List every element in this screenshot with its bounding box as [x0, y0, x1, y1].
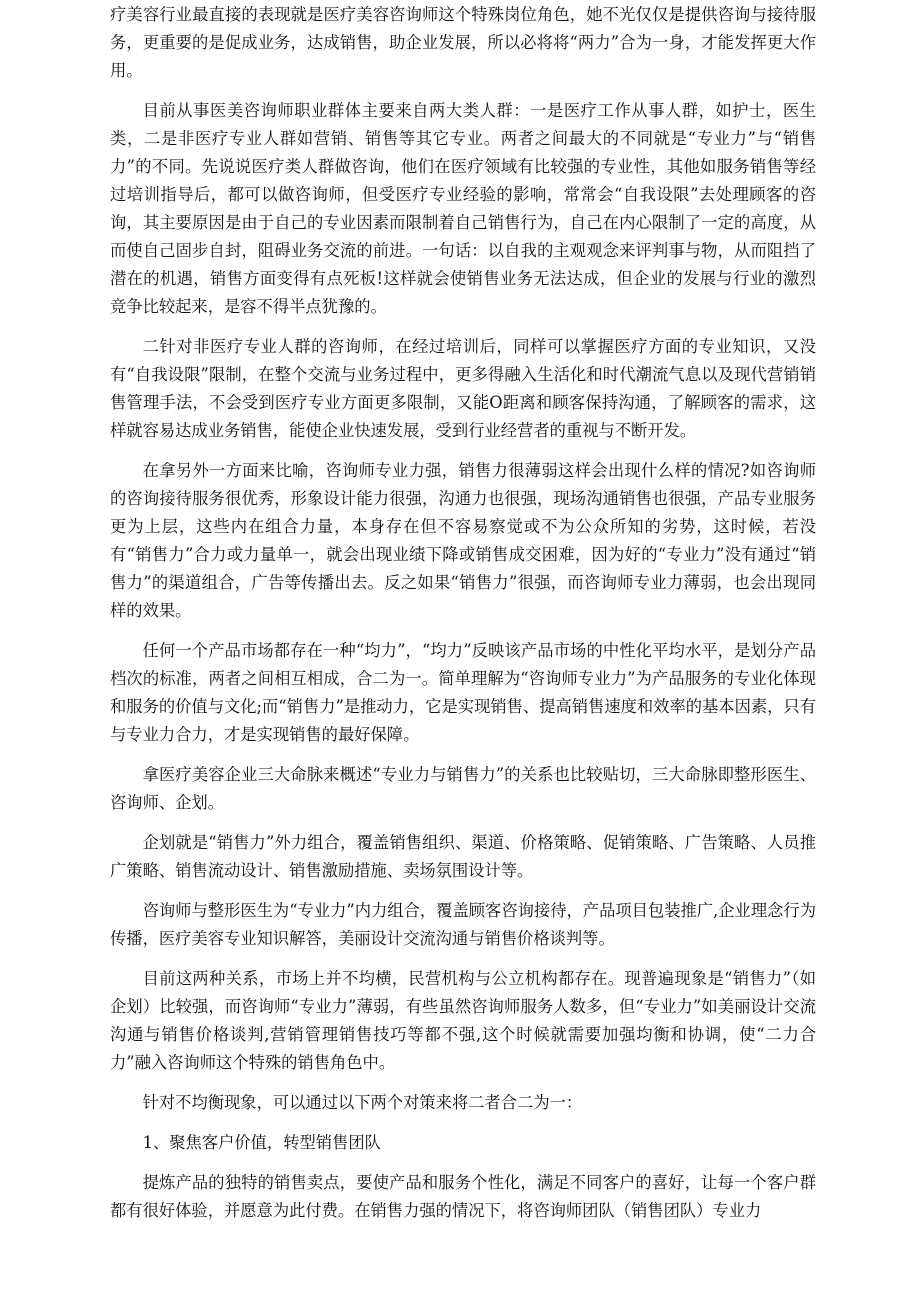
paragraph-two-groups: 目前从事医美咨询师职业群体主要来自两大类人群：一是医疗工作从事人群，如护士，医生类，二是非医疗专业人群如营销、销售等其它专业。两者之间最大的不同就是“专业力”与“销售力”的不同。先说说医疗类人群做咨询，他们在医疗领域有比较强的专业性，其他如服务销售等经过培训指导后，都可以做咨询师，但受医疗专业经验的影响，常常会“自我设限”去处理顾客的咨询，其主要原因是由于自己的专业因素而限制着自己销售行为，自己在内心限制了一定的高度，从而使自己固步自封，阻碍业务交流的前进。一句话：以自我的主观观念来评判事与物，从而阻挡了潜在的机遇，销售方面变得有点死板!这样就会使销售业务无法达成，但企业的发展与行业的激烈竞争比较起来，是容不得半点犹豫的。 [110, 101, 816, 316]
paragraph-three-lifelines: 拿医疗美容企业三大命脉来概述“专业力与销售力”的关系也比较贴切，三大命脉即整形医生、咨询师、企划。 [110, 765, 816, 812]
paragraph-selling-points: 提炼产品的独特的销售卖点，要使产品和服务个性化，满足不同客户的喜好，让每一个客户群都有很好体验，并愿意为此付费。在销售力强的情况下，将咨询师团队（销售团队）专业力 [110, 1173, 816, 1220]
paragraph-consultant-doctor: 咨询师与整形医生为“专业力”内力组合，覆盖顾客咨询接待，产品项目包装推广,企业理念行为传播，医疗美容专业知识解答，美丽设计交流沟通与销售价格谈判等。 [110, 901, 816, 948]
paragraph-planning: 企划就是“销售力”外力组合，覆盖销售组织、渠道、价格策略、促销策略、广告策略、人员推广策略、销售流动设计、销售激励措施、卖场氛围设计等。 [110, 833, 816, 880]
paragraph-countermeasures-intro: 针对不均衡现象，可以通过以下两个对策来将二者合二为一： [142, 1093, 583, 1112]
paragraph-continuation: 疗美容行业最直接的表现就是医疗美容咨询师这个特殊岗位角色，她不光仅仅是提供咨询与接待服务，更重要的是促成业务，达成销售，助企业发展，所以必将将“两力”合为一身，才能发挥更大作用。 [110, 5, 816, 80]
paragraph-comparison: 在拿另外一方面来比喻，咨询师专业力强，销售力很薄弱这样会出现什么样的情况?如咨询师的咨询接待服务很优秀，形象设计能力很强，沟通力也很强，现场沟通销售也很强，产品专业服务更为上层，这些内在组合力量，本身存在但不容易察觉或不为公众所知的劣势，这时候，若没有“销售力”合力或力量单一，就会出现业绩下降或销售成交困难，因为好的“专业力”没有通过“销售力”的渠道组合，广告等传播出去。反之如果“销售力”很强，而咨询师专业力薄弱，也会出现同样的效果。 [110, 461, 816, 620]
paragraph-balance-force: 任何一个产品市场都存在一种“均力”，“均力”反映该产品市场的中性化平均水平，是划分产品档次的标准，两者之间相互相成，合二为一。简单理解为“咨询师专业力”为产品服务的专业化体现和服务的价值与文化;而“销售力”是推动力，它是实现销售、提高销售速度和效率的基本因素，只有与专业力合力，才是实现销售的最好保障。 [110, 641, 816, 744]
paragraph-non-medical: 二针对非医疗专业人群的咨询师，在经过培训后，同样可以掌握医疗方面的专业知识，又没有“自我设限”限制，在整个交流与业务过程中，更多得融入生活化和时代潮流气息以及现代营销销售管理手法，不会受到医疗专业方面更多限制，又能O距离和顾客保持沟通，了解顾客的需求，这样就容易达成业务销售，能使企业快速发展，受到行业经营者的重视与不断开发。 [110, 337, 816, 440]
document-page [110, 0, 816, 1237]
section-heading-1: 1、聚焦客户价值，转型销售团队 [142, 1133, 381, 1152]
paragraph-imbalance: 目前这两种关系，市场上并不均横，民营机构与公立机构都存在。现普遍现象是“销售力”（如企划）比较强，而咨询师“专业力”薄弱，有些虽然咨询师服务人数多，但“专业力”如美丽设计交流沟通与销售价格谈判,营销管理销售技巧等都不强,这个时候就需要加强均衡和协调，使“二力合力”融入咨询师这个特殊的销售角色中。 [110, 969, 816, 1072]
